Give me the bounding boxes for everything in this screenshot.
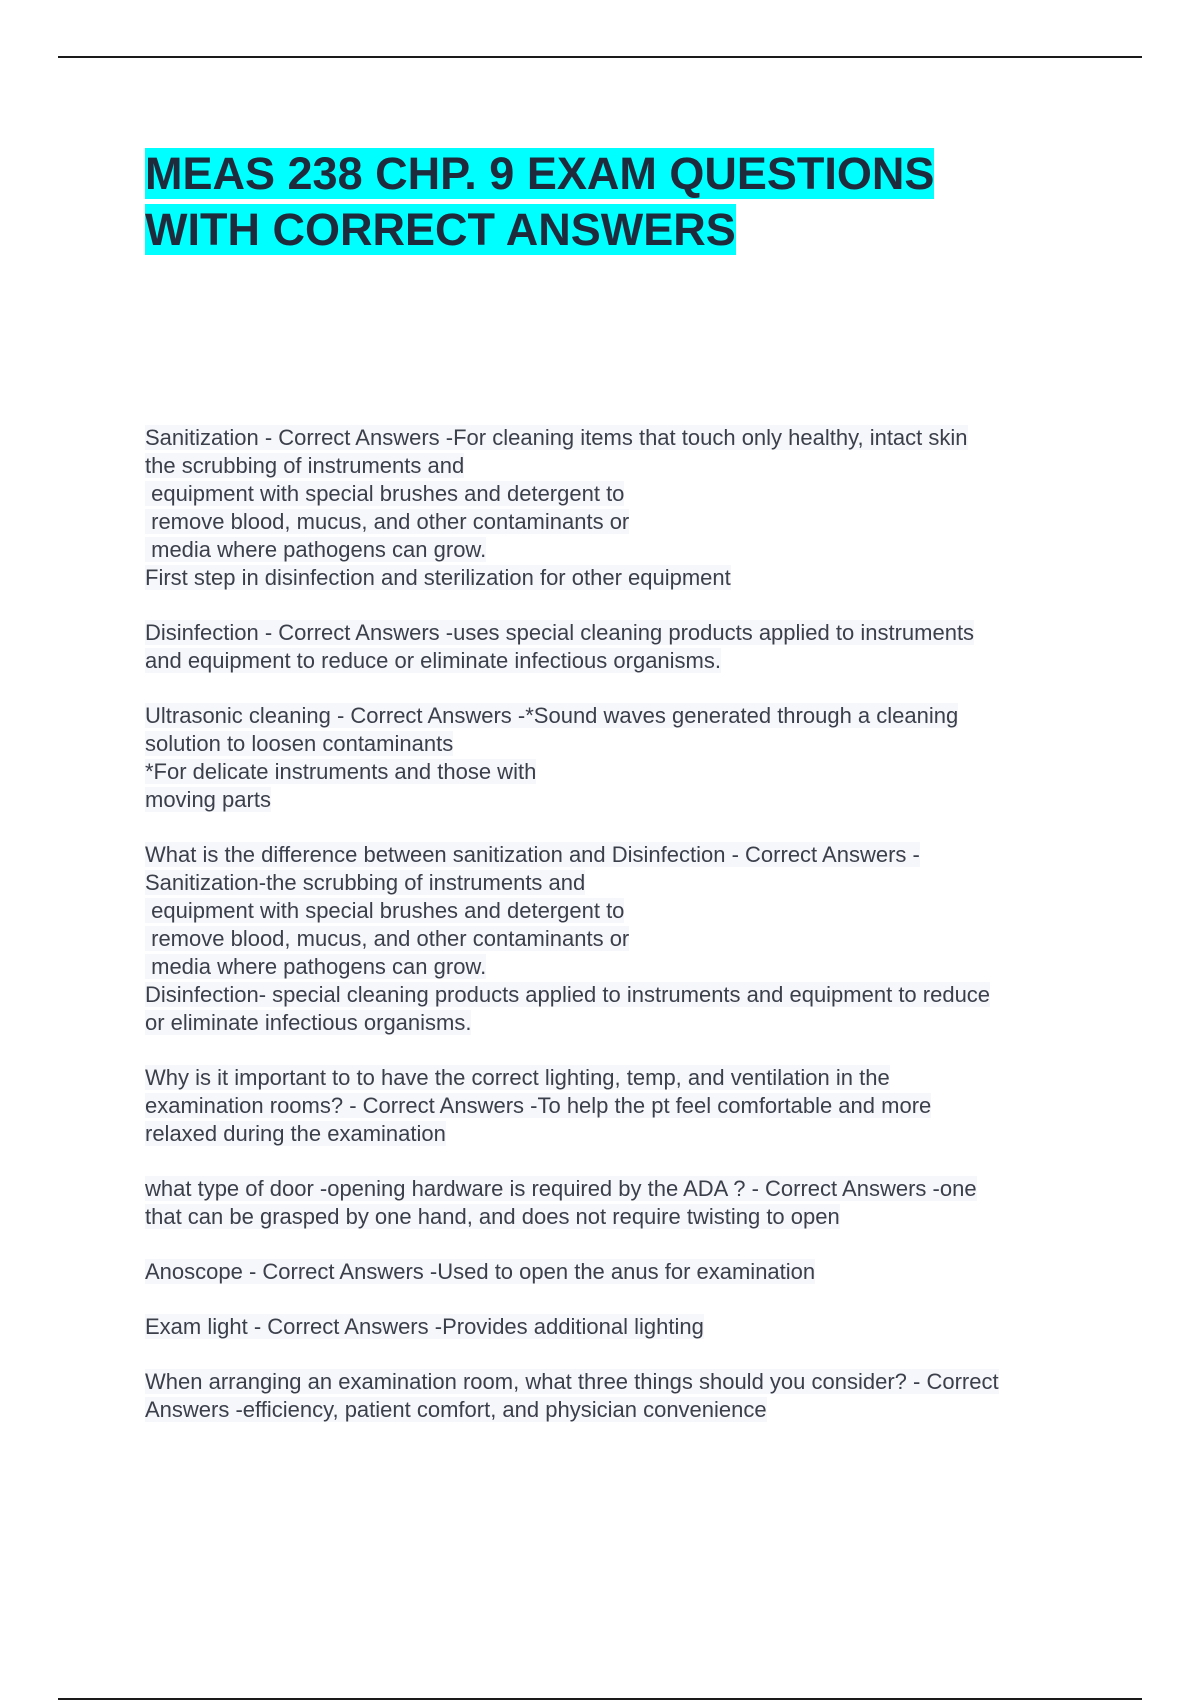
qa-line <box>145 786 1105 814</box>
qa-line-text: or eliminate infectious organisms. <box>145 1010 472 1035</box>
qa-line-text: equipment with special brushes and detergent to <box>145 898 625 923</box>
qa-line <box>145 981 1105 1009</box>
qa-line <box>145 1313 1105 1341</box>
qa-line <box>145 841 1105 869</box>
qa-line <box>145 1396 1105 1424</box>
qa-entry <box>145 1368 1105 1424</box>
qa-line-text: remove blood, mucus, and other contaminants or <box>145 509 630 534</box>
qa-line <box>145 1092 1105 1120</box>
qa-line-text: When arranging an examination room, what three things should you consider? - Correct <box>145 1369 999 1394</box>
qa-line-text: and equipment to reduce or eliminate infectious organisms. <box>145 648 721 673</box>
qa-line <box>145 925 1105 953</box>
qa-line <box>145 758 1105 786</box>
header-rule <box>58 56 1142 58</box>
qa-entry <box>145 1313 1105 1341</box>
qa-line-text: Ultrasonic cleaning - Correct Answers -*Sound waves generated through a cleaning <box>145 703 959 728</box>
qa-line <box>145 564 1105 592</box>
qa-entry <box>145 702 1105 814</box>
qa-entry <box>145 1064 1105 1148</box>
qa-line <box>145 480 1105 508</box>
title-line-1: MEAS 238 CHP. 9 EXAM QUESTIONS <box>145 148 935 199</box>
qa-line-text: Disinfection - Correct Answers -uses special cleaning products applied to instruments <box>145 620 975 645</box>
document-title <box>145 146 1105 258</box>
qa-line-text: Disinfection- special cleaning products applied to instruments and equipment to reduce <box>145 982 991 1007</box>
qa-line <box>145 953 1105 981</box>
qa-line-text: Sanitization-the scrubbing of instruments and <box>145 870 586 895</box>
qa-list <box>145 424 1105 1451</box>
qa-line-text: media where pathogens can grow. <box>145 537 487 562</box>
qa-line-text: relaxed during the examination <box>145 1121 446 1146</box>
qa-line <box>145 452 1105 480</box>
qa-line <box>145 730 1105 758</box>
qa-entry <box>145 619 1105 675</box>
qa-line-text: What is the difference between sanitization and Disinfection - Correct Answers - <box>145 842 920 867</box>
qa-line-text: the scrubbing of instruments and <box>145 453 465 478</box>
qa-line-text: Answers -efficiency, patient comfort, and physician convenience <box>145 1397 767 1422</box>
qa-line <box>145 869 1105 897</box>
qa-entry <box>145 841 1105 1037</box>
qa-line <box>145 1175 1105 1203</box>
qa-line <box>145 1064 1105 1092</box>
qa-line <box>145 619 1105 647</box>
qa-line <box>145 702 1105 730</box>
qa-line-text: examination rooms? - Correct Answers -To help the pt feel comfortable and more <box>145 1093 932 1118</box>
qa-line <box>145 1120 1105 1148</box>
qa-line-text: that can be grasped by one hand, and does not require twisting to open <box>145 1204 840 1229</box>
qa-line-text: media where pathogens can grow. <box>145 954 487 979</box>
qa-line-text: Why is it important to to have the correct lighting, temp, and ventilation in the <box>145 1065 890 1090</box>
qa-line <box>145 1203 1105 1231</box>
qa-line-text: Sanitization - Correct Answers -For cleaning items that touch only healthy, intact skin <box>145 425 968 450</box>
qa-line-text: remove blood, mucus, and other contaminants or <box>145 926 630 951</box>
qa-line-text: solution to loosen contaminants <box>145 731 454 756</box>
qa-line-text: moving parts <box>145 787 271 812</box>
qa-line-text: *For delicate instruments and those with <box>145 759 537 784</box>
qa-line <box>145 536 1105 564</box>
qa-entry <box>145 1258 1105 1286</box>
qa-line <box>145 508 1105 536</box>
qa-line-text: First step in disinfection and sterilization for other equipment <box>145 565 731 590</box>
qa-entry <box>145 424 1105 592</box>
qa-line-text: what type of door -opening hardware is required by the ADA ? - Correct Answers -one <box>145 1176 977 1201</box>
qa-line <box>145 424 1105 452</box>
qa-line <box>145 1009 1105 1037</box>
qa-line-text: Exam light - Correct Answers -Provides additional lighting <box>145 1314 704 1339</box>
qa-line-text: equipment with special brushes and detergent to <box>145 481 625 506</box>
qa-line <box>145 647 1105 675</box>
title-line-2: WITH CORRECT ANSWERS <box>145 204 736 255</box>
qa-line <box>145 897 1105 925</box>
qa-line <box>145 1258 1105 1286</box>
qa-entry <box>145 1175 1105 1231</box>
qa-line <box>145 1368 1105 1396</box>
qa-line-text: Anoscope - Correct Answers -Used to open the anus for examination <box>145 1259 816 1284</box>
